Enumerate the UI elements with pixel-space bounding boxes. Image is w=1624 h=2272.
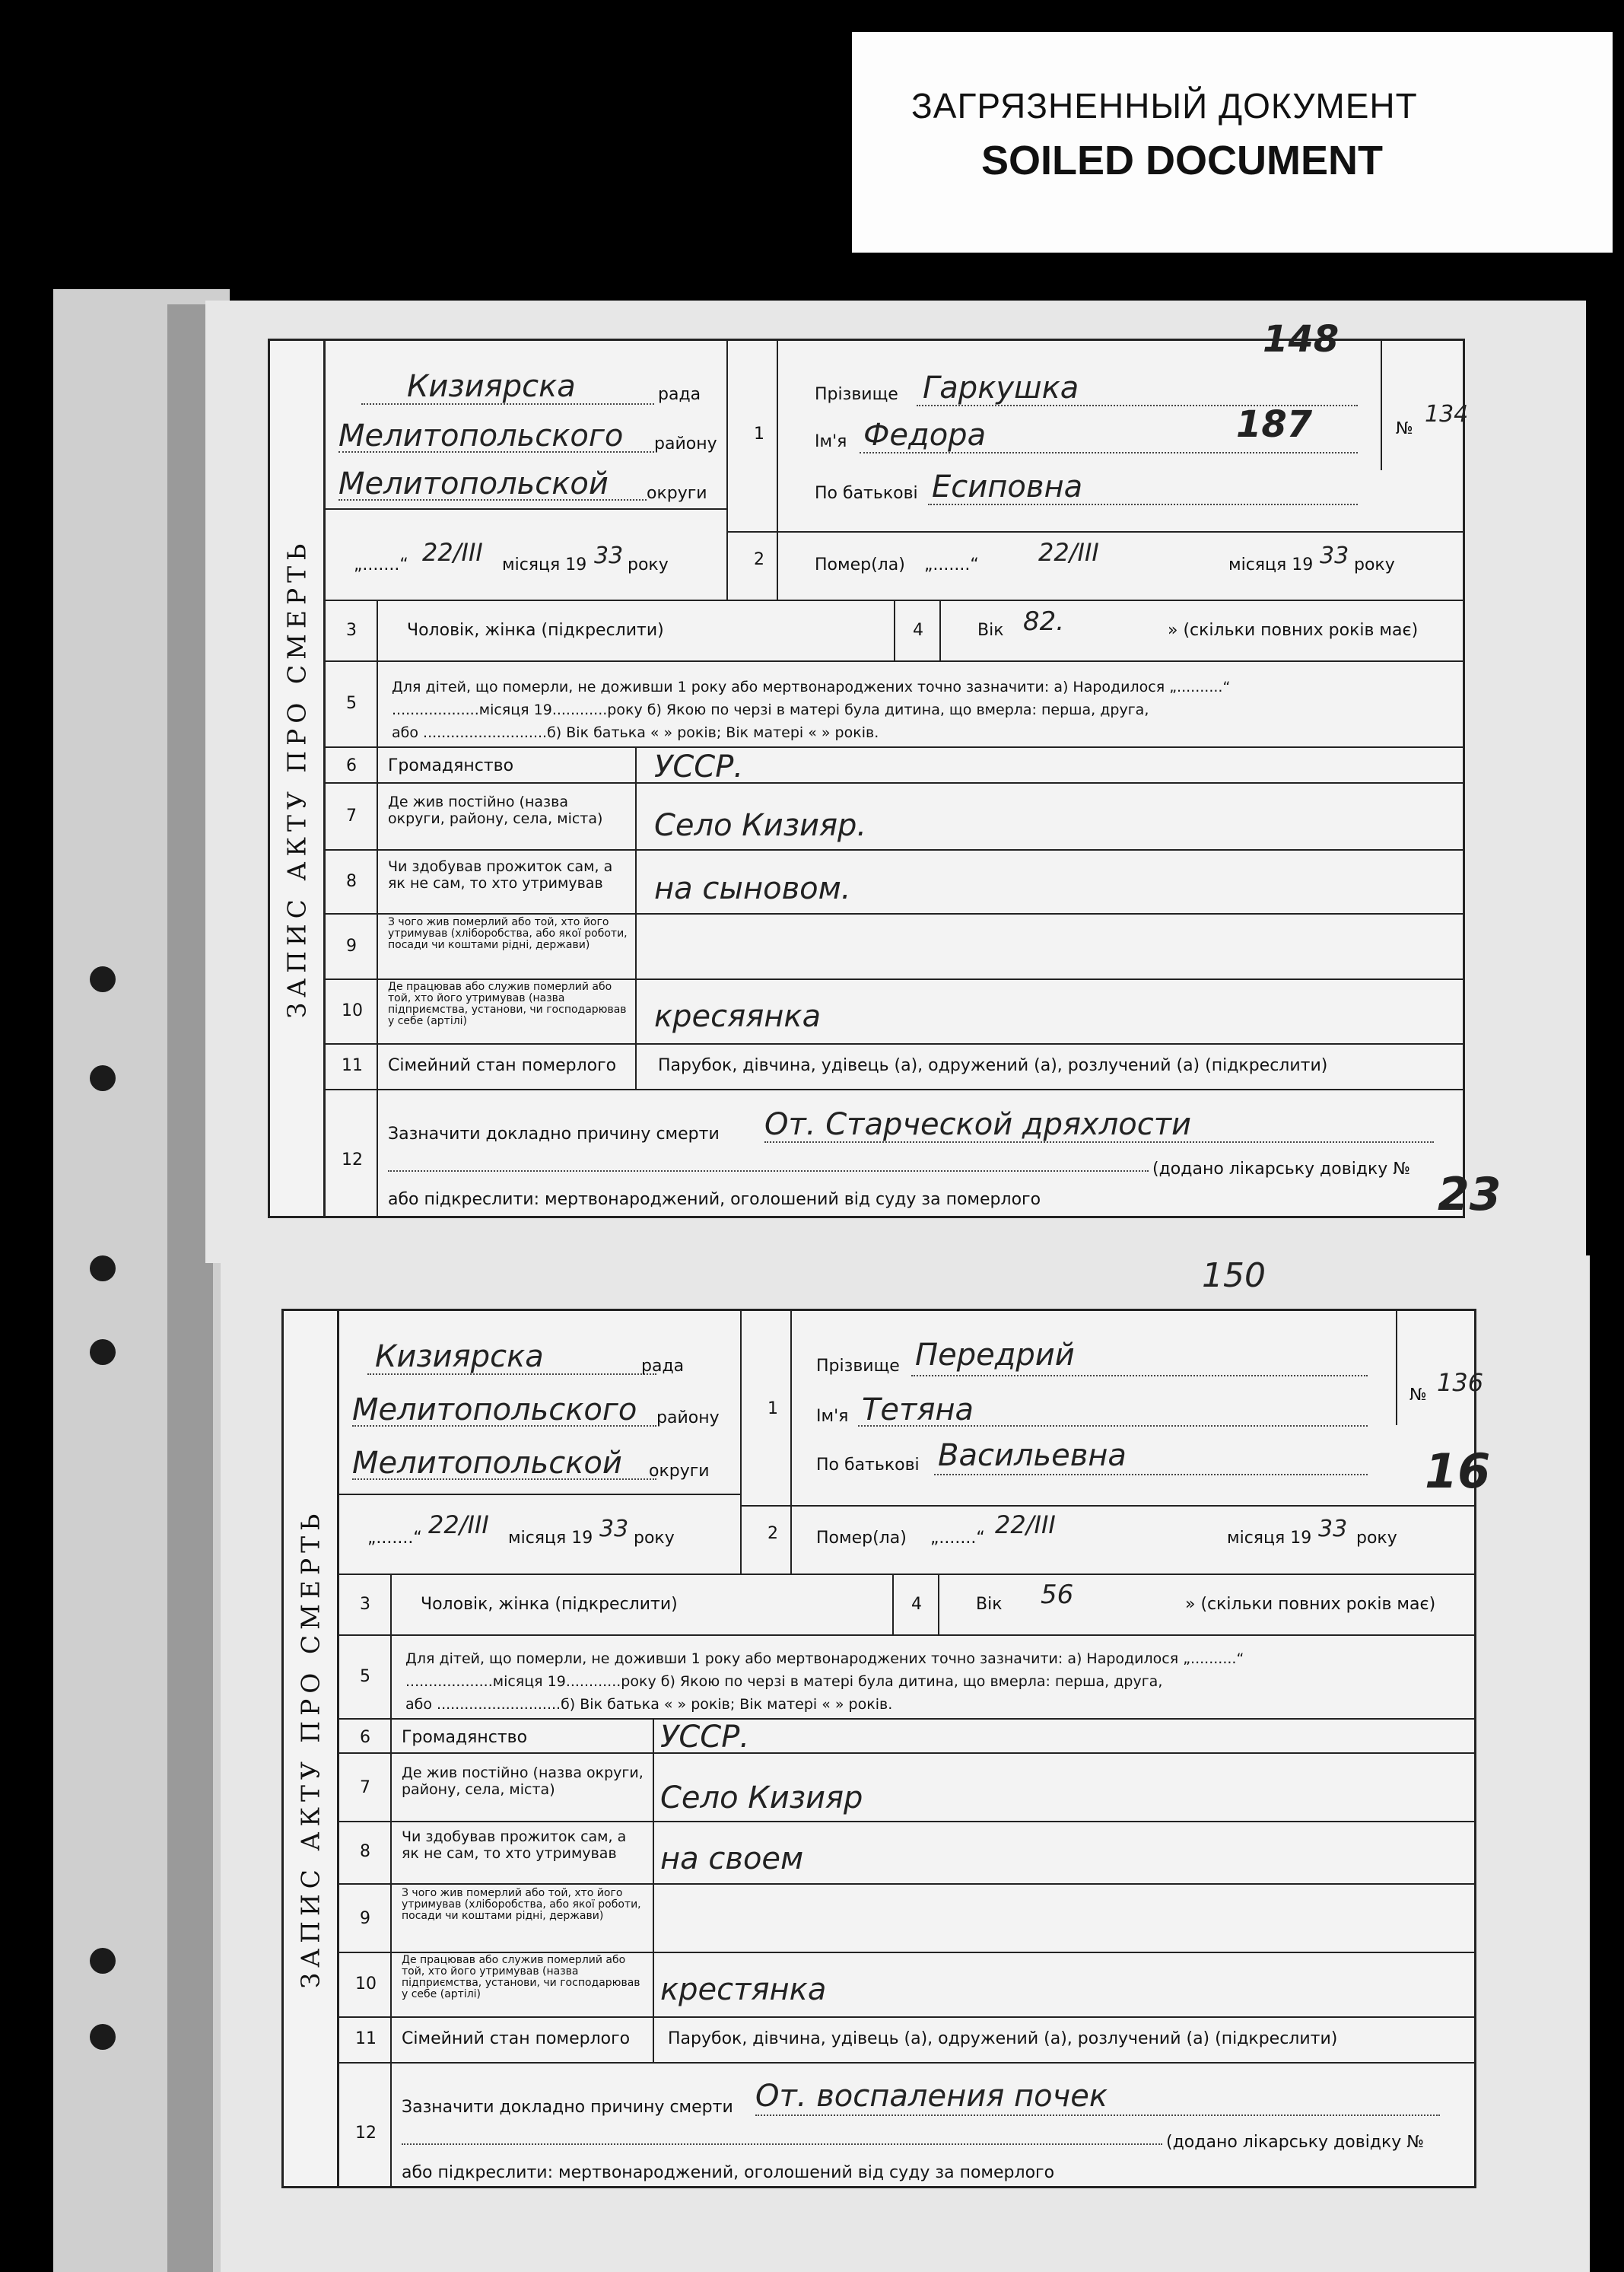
row-number: 10 (342, 1001, 363, 1020)
row-number: 9 (360, 1909, 370, 1928)
work-label: Де працював або служив померлий або той, хто його утримував (назва підприємства, установи, чи господарював у себе (артілі) (402, 1954, 640, 2000)
death-month-label: місяця 19 (1227, 1529, 1312, 1548)
support-value: на сыновом. (654, 871, 851, 906)
marital-options: Парубок, дівчина, удівець (а), одружений (а), розлучений (а) (підкреслити) (658, 1056, 1328, 1075)
death-year-label: року (1354, 555, 1395, 574)
name-label: Ім'я (815, 432, 847, 451)
row-number: 6 (360, 1728, 370, 1747)
died-label: Помер(ла) (815, 555, 905, 574)
row-number: 1 (754, 425, 764, 444)
row-number: 12 (355, 2124, 377, 2143)
row-number: 2 (754, 550, 764, 569)
patronymic-label: По батькові (815, 484, 918, 503)
row-number: 3 (360, 1595, 370, 1614)
surname-label: Прізвище (816, 1357, 900, 1376)
row-number: 8 (346, 872, 357, 891)
age-note: » (скільки повних років має) (1168, 621, 1419, 640)
row-number: 2 (768, 1524, 778, 1543)
soiled-document-stamp (852, 32, 1613, 253)
death-month-label: місяця 19 (1228, 555, 1314, 574)
raion-label: району (656, 1408, 720, 1427)
row-number: 4 (911, 1595, 922, 1614)
stillborn-note: або підкреслити: мертвонароджений, оголошений від суду за померлого (388, 1190, 1041, 1209)
row-number: 7 (360, 1778, 370, 1797)
row-number: 7 (346, 807, 357, 826)
raion-value: Мелитопольского (338, 418, 624, 453)
income-label: З чого жив померлий або той, хто його утримував (хліборобства, або якої роботи, посади чи коштами рідні, держави) (388, 916, 628, 951)
residence-label: Де жив постійно (назва округи, району, села, міста) (388, 794, 603, 827)
year-label: року (628, 555, 669, 574)
page-number: 150 (1202, 1256, 1266, 1295)
raion-value: Мелитопольского (352, 1392, 637, 1427)
year-label: року (634, 1529, 675, 1548)
age-label: Вік (977, 621, 1004, 640)
registration-date: 22/III (428, 1510, 489, 1539)
month-label: місяця 19 (502, 555, 587, 574)
work-label: Де працював або служив померлий або той, хто його утримував (назва підприємства, установи, чи господарював у себе (артілі) (388, 981, 627, 1027)
cause-label: Зазначити докладно причину смерти (388, 1125, 720, 1144)
registration-date: 22/III (422, 538, 483, 567)
punch-hole (90, 1948, 116, 1974)
margin-mark: 23 (1438, 1168, 1502, 1221)
work-value: кресяянка (654, 999, 822, 1034)
death-record-card: ЗАПИС АКТУ ПРО СМЕРТЬ 1 2 3 4 5 6 7 8 9 10 11 12 Кизиярска рада Мелитопольского району Мелитопольской округи „.......“ 22/III місяця 19 33 року Прізвище Передрий Ім'я Тетяна По батькові Васильевна № 136 16 Помер(ла) „.......“ 22/III місяця 19 33 року Чоловік, жінка (підкреслити) Вік 56 » (скільки повних років має) Для дітей, що померли, не доживши 1 року або мертвонароджених точно зазначити: а) Народилося „..........“ ...................місяця 19............року б) Якою по черзі в матері була дитина, що вмерла: перша, друга, або ...........................б) Вік батька « » років; Вік матері « » років. Громадянство Де жив постійно (назва округи, району, села, міста) Чи здобував прожиток сам, а як не сам, то хто утримував З чого жив померлий або той, хто його утримував (хліборобства, або якої роботи, посади чи коштами рідні, держави) Де працював або служив померлий або той, хто його утримував (назва підприємства, установи, чи господарював у себе (артілі) Сімейний стан померлого УССР. Село Кизияр на своем крестянка Парубок, дівчина, удівець (а), одружений (а), розлучений (а) (підкреслити) Зазначити докладно причину смерти От. воспаления почек (додано лікарську довідку № або підкреслити: мертвонароджений, оголошений від суду за померлого (281, 1309, 1476, 2188)
patronymic-label: По батькові (816, 1456, 920, 1475)
cause-value: От. Старческой дряхлости (764, 1107, 1192, 1142)
certificate-label: (додано лікарську довідку № (1152, 1160, 1411, 1179)
side-title: ЗАПИС АКТУ ПРО СМЕРТЬ (270, 341, 326, 1216)
death-year-label: року (1356, 1529, 1397, 1548)
stillborn-note: або підкреслити: мертвонароджений, оголошений від суду за померлого (402, 2163, 1055, 2182)
record-number-label: № (1409, 1386, 1427, 1405)
age-label: Вік (976, 1595, 1003, 1614)
age-value: 56 (1041, 1580, 1074, 1610)
row-number: 8 (360, 1842, 370, 1861)
certificate-label: (додано лікарську довідку № (1166, 2133, 1425, 2152)
side-title: ЗАПИС АКТУ ПРО СМЕРТЬ (284, 1311, 339, 2186)
month-label: місяця 19 (508, 1529, 593, 1548)
patronymic-value: Есиповна (932, 469, 1083, 504)
name-label: Ім'я (816, 1407, 849, 1426)
punch-hole (90, 1065, 116, 1091)
children-note: Для дітей, що померли, не доживши 1 року або мертвонароджених точно зазначити: а) Народилося „..........“ ...................місяця 19............року б) Якою по черзі в матері була дитина, що вмерла: перша, друга, або ...........................б) Вік батька « » років; Вік матері « » років. (405, 1650, 1244, 1713)
rada-label: рада (641, 1357, 685, 1376)
record-number: 136 (1437, 1368, 1484, 1397)
marital-options: Парубок, дівчина, удівець (а), одружений (а), розлучений (а) (підкреслити) (668, 2029, 1338, 2048)
income-label: З чого жив померлий або той, хто його утримував (хліборобства, або якої роботи, посади чи коштами рідні, держави) (402, 1887, 641, 1922)
patronymic-value: Васильевна (938, 1438, 1127, 1473)
sex-label: Чоловік, жінка (підкреслити) (421, 1595, 678, 1614)
support-label: Чи здобував прожиток сам, а як не сам, то хто утримував (402, 1828, 627, 1862)
sex-label: Чоловік, жінка (підкреслити) (407, 621, 664, 640)
surname-value: Передрий (915, 1338, 1075, 1373)
death-year: 33 (1320, 543, 1349, 569)
death-date: 22/III (1038, 538, 1099, 567)
surname-label: Прізвище (815, 385, 898, 404)
registration-year: 33 (594, 543, 624, 569)
death-date: 22/III (995, 1510, 1056, 1539)
punch-hole (90, 1255, 116, 1281)
row-number: 1 (768, 1399, 778, 1418)
punch-hole (90, 2024, 116, 2050)
okruha-value: Мелитопольской (338, 466, 609, 501)
children-note: Для дітей, що померли, не доживши 1 року або мертвонароджених точно зазначити: а) Народилося „..........“ ...................місяця 19............року б) Якою по черзі в матері була дитина, що вмерла: перша, друга, або ...........................б) Вік батька « » років; Вік матері « » років. (392, 679, 1231, 741)
residence-label: Де жив постійно (назва округи, району, села, міста) (402, 1764, 644, 1798)
citizenship-value: УССР. (660, 1720, 750, 1755)
row-number: 3 (346, 621, 357, 640)
punch-hole (90, 966, 116, 992)
okruha-value: Мелитопольской (352, 1446, 622, 1481)
citizenship-value: УССР. (654, 749, 744, 784)
okruha-label: округи (649, 1462, 710, 1481)
rada-value: Кизиярска (407, 369, 576, 404)
death-record-card: ЗАПИС АКТУ ПРО СМЕРТЬ 1 2 3 4 5 6 7 8 9 10 11 12 Кизиярска рада Мелитопольского району Мелитопольской округи „.......“ 22/III місяця 19 33 року Прізвище Гаркушка Ім'я Федора По батькові Есиповна 187 № 134 Помер(ла) „.......“ 22/III місяця 19 33 року Чоловік, жінка (підкреслити) Вік 82. » (скільки повних років має) Для дітей, що померли, не доживши 1 року або мертвонароджених точно зазначити: а) Народилося „..........“ ...................місяця 19............року б) Якою по черзі в матері була дитина, що вмерла: перша, друга, або ...........................б) Вік батька « » років; Вік матері « » років. Громадянство Де жив постійно (назва округи, району, села, міста) Чи здобував прожиток сам, а як не сам, то хто утримував З чого жив померлий або той, хто його утримував (хліборобства, або якої роботи, посади чи коштами рідні, держави) Де працював або служив померлий або той, хто його утримував (назва підприємства, установи, чи господарював у себе (артілі) Сімейний стан померлого УССР. Село Кизияр. на сыновом. кресяянка Парубок, дівчина, удівець (а), одружений (а), розлучений (а) (підкреслити) Зазначити докладно причину смерти От. Старческой дряхлости (додано лікарську довідку № або підкреслити: мертвонароджений, оголошений від суду за померлого (268, 339, 1465, 1218)
row-number: 11 (342, 1056, 363, 1075)
cause-value: От. воспаления почек (755, 2079, 1108, 2114)
margin-mark: 16 (1425, 1443, 1491, 1499)
citizenship-label: Громадянство (388, 756, 514, 775)
marital-label: Сімейний стан померлого (402, 2029, 631, 2048)
row-number: 5 (360, 1667, 370, 1686)
punch-hole (90, 1339, 116, 1365)
record-number-label: № (1396, 419, 1413, 438)
died-label: Помер(ла) (816, 1529, 907, 1548)
work-value: крестянка (660, 1972, 827, 2007)
stamp-line-en: SOILED DOCUMENT (981, 138, 1384, 183)
raion-label: району (654, 434, 717, 453)
row-number: 5 (346, 694, 357, 713)
age-note: » (скільки повних років має) (1185, 1595, 1436, 1614)
residence-value: Село Кизияр. (654, 808, 867, 843)
row-number: 11 (355, 2029, 377, 2048)
row-number: 9 (346, 937, 357, 956)
record-number: 134 (1425, 401, 1469, 428)
name-value: Федора (863, 418, 987, 453)
age-value: 82. (1023, 606, 1065, 637)
rada-label: рада (658, 385, 701, 404)
support-label: Чи здобував прожиток сам, а як не сам, то хто утримував (388, 858, 613, 892)
death-year: 33 (1318, 1516, 1348, 1542)
citizenship-label: Громадянство (402, 1728, 528, 1747)
registration-year: 33 (599, 1516, 629, 1542)
row-number: 4 (913, 621, 923, 640)
row-number: 10 (355, 1974, 377, 1994)
stamp-number: 187 (1236, 403, 1313, 446)
rada-value: Кизиярска (375, 1339, 544, 1374)
row-number: 6 (346, 756, 357, 775)
surname-value: Гаркушка (923, 371, 1079, 406)
cause-label: Зазначити докладно причину смерти (402, 2098, 733, 2117)
marital-label: Сімейний стан померлого (388, 1056, 617, 1075)
stamp-line-ru: ЗАГРЯЗНЕННЫЙ ДОКУМЕНТ (911, 86, 1418, 126)
residence-value: Село Кизияр (660, 1780, 863, 1815)
name-value: Тетяна (862, 1392, 974, 1427)
row-number: 12 (342, 1150, 363, 1169)
okruha-label: округи (647, 484, 707, 503)
page-number: 148 (1263, 318, 1340, 361)
support-value: на своем (660, 1841, 804, 1876)
